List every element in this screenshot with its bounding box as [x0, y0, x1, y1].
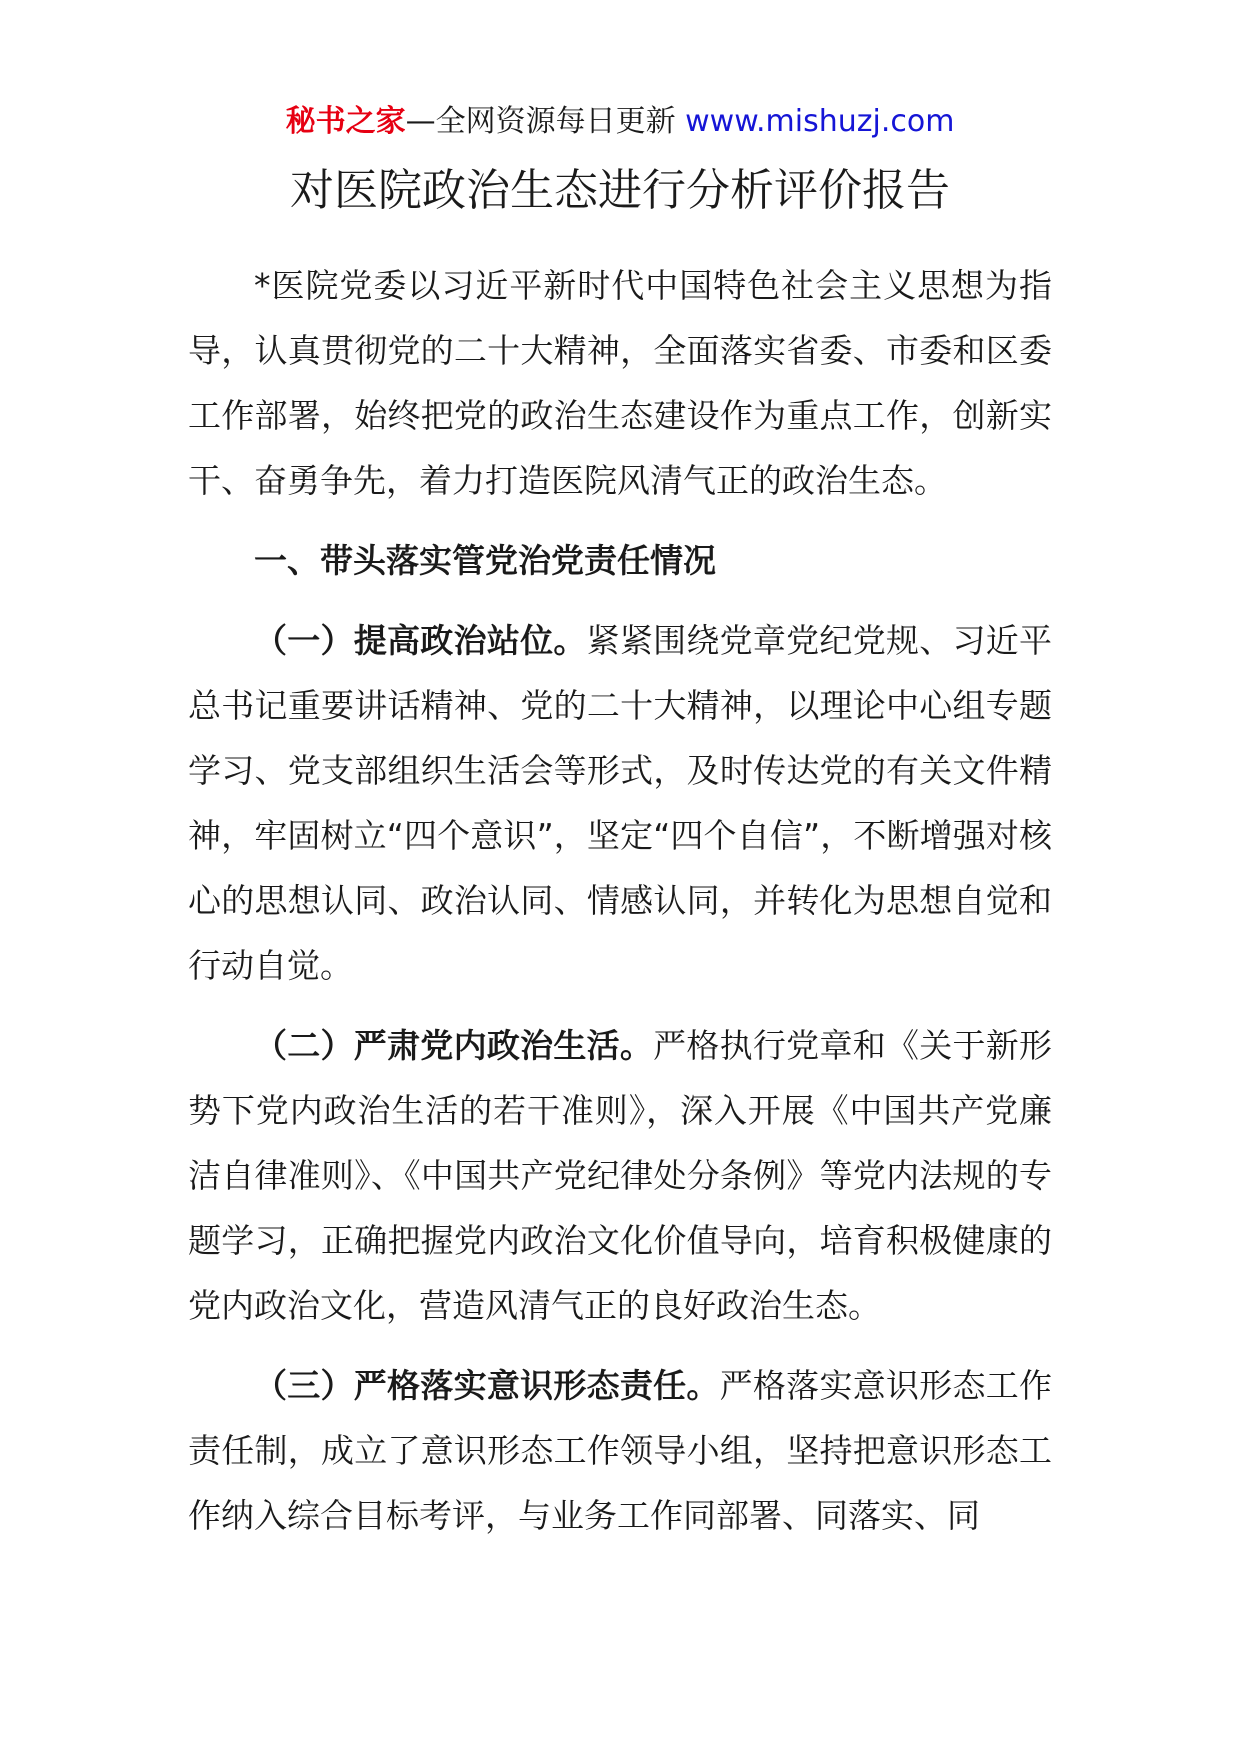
subsection-text: 紧紧围绕党章党纪党规、习近平总书记重要讲话精神、党的二十大精神，以理论中心组专题学习、党支部组织生活会等形式，及时传达党的有关文件精神，牢固树立“四个意识”，坚定“四个自信”，不断增强对核心的思想认同、政治认同、情感认同，并转化为思想自觉和行动自觉。 [188, 621, 1053, 985]
subsection-lead: （一）提高政治站位。 [254, 621, 587, 660]
intro-paragraph: *医院党委以习近平新时代中国特色社会主义思想为指导，认真贯彻党的二十大精神，全面落实省委、市委和区委工作部署，始终把党的政治生态建设作为重点工作，创新实干、奋勇争先，着力打造医院风清气正的政治生态。 [188, 266, 1052, 500]
subsection-paragraph-2 [188, 1013, 1052, 1338]
subsection-lead: （二）严肃党内政治生活。 [254, 1026, 654, 1065]
subsection-lead: （三）严格落实意识形态责任。 [254, 1366, 720, 1405]
subsection-text: 严格落实意识形态工作责任制，成立了意识形态工作领导小组，坚持把意识形态工作纳入综合目标考评，与业务工作同部署、同落实、同 [188, 1366, 1053, 1535]
section-heading: 一、带头落实管党治党责任情况 [254, 541, 716, 580]
brand-name: 秘书之家 [285, 104, 406, 139]
header-url[interactable]: www.mishuzj.com [685, 104, 955, 139]
document-page [188, 0, 1052, 1754]
document-title: 对医院政治生态进行分析评价报告 [290, 165, 950, 216]
watermark-header [188, 102, 1052, 142]
subsection-text: 严格执行党章和《关于新形势下党内政治生活的若干准则》，深入开展《中国共产党廉洁自律准则》、《中国共产党纪律处分条例》等党内法规的专题学习，正确把握党内政治文化价值导向，培育积极健康的党内政治文化，营造风清气正的良好政治生态。 [188, 1026, 1053, 1325]
subsection-paragraph-3 [188, 1353, 1052, 1548]
document-body [188, 253, 1052, 1563]
subsection-paragraph-1 [188, 608, 1052, 998]
header-tagline: —全网资源每日更新 [405, 104, 686, 139]
